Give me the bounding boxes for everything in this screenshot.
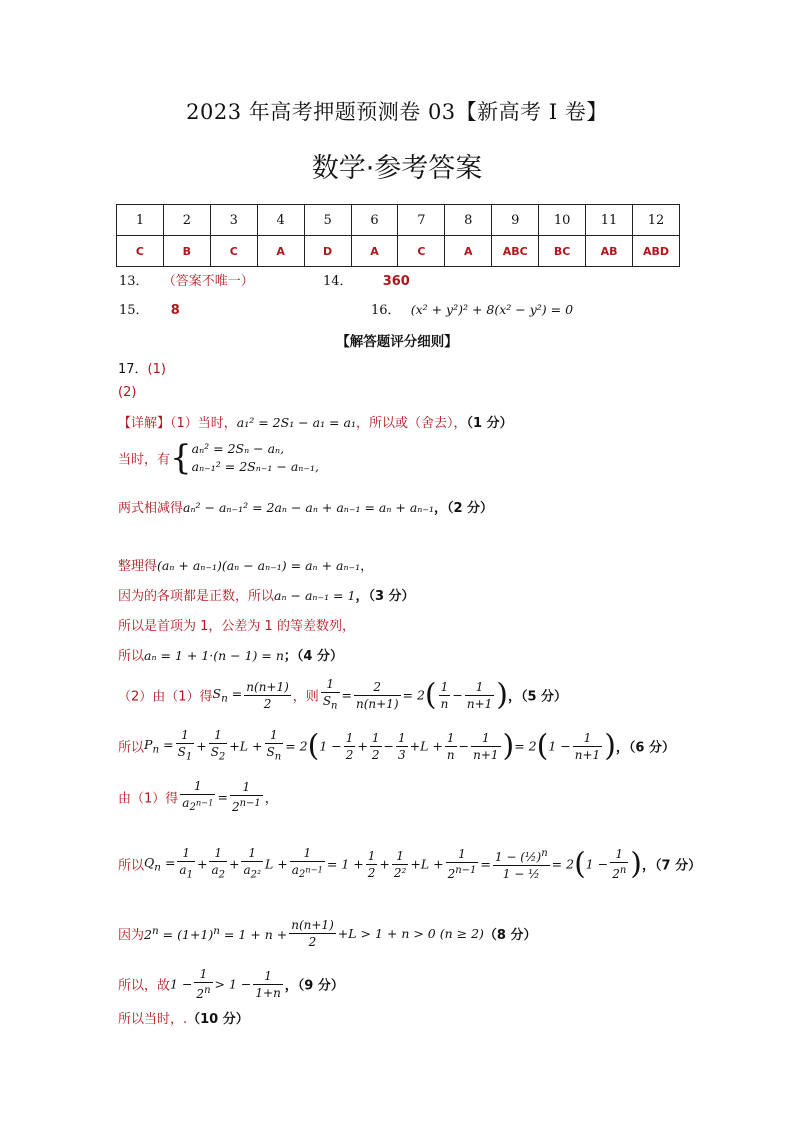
plus-sign: + — [357, 738, 368, 754]
one-minus: 1 − — [319, 738, 342, 754]
plus-sign: + — [379, 856, 390, 872]
sn-symbol: $S_n$ = — [212, 685, 243, 705]
open-paren: ( — [536, 728, 549, 764]
q17-system-eq1: aₙ² = 2Sₙ − aₙ, — [191, 441, 285, 456]
q13-answer: （答案不唯一） — [162, 274, 254, 289]
q13-row — [119, 270, 254, 289]
q17-line7-prefix: 所以 — [118, 649, 145, 664]
binomial-fraction — [289, 917, 336, 950]
fraction-numerator: 1 — [345, 730, 354, 745]
answer-table-key-cell: A — [445, 236, 492, 267]
fraction-denominator: $S_2$ — [210, 745, 226, 763]
minus-sign: − — [458, 738, 470, 754]
one-over-2n-fraction — [610, 846, 628, 882]
geometric-sum-fraction — [493, 846, 550, 882]
close-paren: ) — [630, 846, 642, 882]
fraction-numerator: n(n+1) — [291, 918, 334, 932]
q17-line4-prefix: 整理得 — [118, 559, 158, 574]
equals-two: = 2 — [402, 687, 425, 703]
qn-symbol: $Q_n$ = — [144, 854, 176, 874]
fraction-denominator: $a_1$ — [179, 863, 193, 881]
answer-table-number-cell: 12 — [632, 205, 679, 236]
q17-line14 — [118, 1008, 249, 1027]
one-minus: 1 − — [170, 976, 193, 992]
answer-table-key-cell: C — [117, 236, 164, 267]
fraction-denominator: 1+n — [255, 985, 281, 1000]
q17-line1 — [118, 412, 513, 431]
q15-label: 15． — [119, 303, 149, 318]
binomial-rhs: +L > 1 + n > 0 (n ≥ 2) — [337, 926, 484, 941]
q17-line9-prefix: 所以 — [118, 740, 145, 756]
reciprocal-sn-numerator: 1 — [321, 676, 340, 693]
q17-line3 — [118, 497, 493, 516]
answer-table-number-cell: 6 — [351, 205, 398, 236]
fraction-numerator: 1 — [471, 730, 500, 747]
fraction-denominator: 1 − ½ — [502, 867, 540, 882]
q16-row — [371, 299, 573, 318]
answer-table-key-cell: D — [304, 236, 351, 267]
q17-line8-mid: ，则 — [292, 689, 319, 705]
q17-line12-prefix: 因为 — [118, 928, 145, 943]
q17-line1-prefix: 【详解】（1）当时， — [118, 416, 237, 431]
fraction-numerator: 1 — [445, 730, 457, 747]
plus-ellipsis: +L + — [410, 856, 444, 872]
one-over-1n-fraction — [253, 968, 282, 1001]
answer-table — [116, 204, 680, 267]
one-minus: 1 − — [548, 738, 571, 754]
q17-line4 — [118, 555, 373, 574]
q16-label: 16． — [371, 303, 401, 318]
q17-line9-score: ，（6 分） — [615, 740, 675, 756]
answer-table-key-cell: ABC — [492, 236, 539, 267]
reciprocal-sn-fraction — [321, 676, 340, 714]
one-over-a2n-fraction — [180, 778, 215, 816]
fraction-denominator: $a_{2^{n-1}}$ — [291, 863, 323, 881]
fraction-numerator: 1 − (½)$^n$ — [494, 848, 548, 865]
q17-system-eq2: aₙ₋₁² = 2Sₙ₋₁ − aₙ₋₁, — [191, 459, 319, 474]
one-over-a1-fraction — [177, 845, 195, 883]
one-over-n-fraction — [439, 679, 451, 712]
fraction-numerator: 2 — [354, 679, 401, 696]
q17-line11-score: ，（7 分） — [642, 858, 702, 874]
q14-row — [323, 270, 410, 289]
q17-line7 — [118, 645, 343, 664]
fraction-denominator: 2 — [367, 865, 376, 880]
fraction-numerator: 1 — [265, 727, 284, 744]
q17-line10 — [118, 778, 278, 816]
fraction-numerator: 1 — [439, 679, 451, 696]
q17-line8-score: ，（5 分） — [507, 689, 568, 705]
answer-table-number-cell: 5 — [304, 205, 351, 236]
q15-row — [119, 299, 180, 318]
fraction-numerator: 1 — [180, 778, 215, 795]
q13-label: 13． — [119, 274, 149, 289]
answer-table-number-cell: 11 — [586, 205, 633, 236]
one-minus: 1 − — [585, 856, 609, 872]
open-paren: ( — [307, 728, 320, 764]
q17-line14-text: 所以当时，. — [118, 1012, 188, 1027]
answer-table-key-cell: A — [257, 236, 304, 267]
fraction-denominator: $2^{n-1}$ — [231, 798, 261, 815]
one-over-a2n-fraction — [290, 845, 325, 883]
fraction-denominator: n+1 — [574, 747, 601, 762]
one-over-2sq-fraction — [392, 848, 408, 881]
q17-part1: (1) — [147, 362, 166, 377]
page-title: 2023 年高考押题预测卷 03【新高考 I 卷】 — [186, 100, 608, 124]
answer-table-key-row — [117, 236, 680, 267]
equals-two: = 2 — [285, 738, 308, 754]
answer-table-key-cell: A — [351, 236, 398, 267]
plus-ellipsis: L + — [264, 856, 288, 872]
q17-line5 — [118, 585, 415, 604]
equals-one-plus: = 1 + — [326, 856, 364, 872]
fraction-denominator: $a_{2^2}$ — [243, 863, 261, 881]
q17-line5-math: aₙ − aₙ₋₁ = 1 — [274, 588, 356, 603]
q17-header — [118, 358, 166, 377]
one-over-n1-fraction — [471, 730, 500, 763]
open-paren: ( — [424, 677, 437, 713]
q17-line13-prefix: 所以，故 — [118, 978, 171, 994]
equals-sign: = — [217, 789, 228, 805]
q17-line2 — [118, 440, 319, 476]
greater-one-minus: > 1 − — [214, 976, 252, 992]
fraction-denominator: $a_2$ — [211, 863, 225, 881]
fraction-numerator: 1 — [446, 846, 479, 863]
one-half-fraction — [370, 730, 382, 763]
answer-table-number-cell: 8 — [445, 205, 492, 236]
close-paren: ) — [604, 728, 616, 764]
one-half-fraction — [344, 730, 356, 763]
fraction-numerator: 1 — [253, 968, 282, 985]
one-over-s1-fraction — [176, 727, 195, 765]
answer-table-number-cell: 3 — [210, 205, 257, 236]
sn-fraction-denominator: 2 — [263, 696, 272, 711]
q17-line2-prefix: 当时，有 — [118, 452, 171, 468]
q17-line4-math: (aₙ + aₙ₋₁)(aₙ − aₙ₋₁) = aₙ + aₙ₋₁ — [157, 558, 361, 573]
one-over-2n-fraction — [446, 846, 479, 882]
answer-table-number-cell: 1 — [117, 205, 164, 236]
q17-line1-score: （1 分） — [466, 416, 513, 431]
q17-line13-score: ，（9 分） — [284, 978, 344, 994]
binomial-lhs: $2^n = (1+1)^n = 1 + n$ + — [144, 924, 288, 943]
fraction-denominator: 2² — [393, 865, 407, 880]
one-third-fraction — [396, 730, 408, 763]
fraction-denominator: 3 — [398, 747, 406, 762]
answer-table-number-cell: 4 — [257, 205, 304, 236]
close-paren: ) — [502, 728, 515, 764]
q17-line7-math: aₙ = 1 + 1·(n − 1) = n — [144, 648, 284, 663]
q17-line10-suffix: ， — [264, 791, 278, 807]
plus-sign: + — [228, 856, 240, 872]
fraction-denominator: $S_n$ — [266, 745, 282, 763]
fraction-numerator: 1 — [398, 730, 406, 745]
fraction-numerator: 1 — [194, 966, 212, 983]
fraction-denominator: 2 — [345, 747, 354, 762]
equals-two: = 2 — [514, 738, 537, 754]
fraction-numerator: 1 — [573, 730, 602, 747]
fraction-denominator: n+1 — [466, 696, 493, 711]
q17-line14-score: （10 分） — [187, 1012, 249, 1027]
fraction-numerator: 1 — [177, 845, 195, 862]
one-over-2n-fraction — [194, 966, 212, 1002]
q17-line4-suffix: ， — [360, 559, 374, 574]
one-over-n-fraction — [445, 730, 457, 763]
fraction-numerator: 1 — [371, 730, 380, 745]
q17-line3-math: aₙ² − aₙ₋₁² = 2aₙ − aₙ + aₙ₋₁ = aₙ + aₙ₋₁ — [183, 500, 434, 515]
answer-table-key-cell: BC — [539, 236, 586, 267]
answer-table-number-cell: 2 — [163, 205, 210, 236]
q14-answer: 360 — [382, 274, 410, 289]
fraction-numerator: 1 — [241, 845, 263, 862]
fraction-denominator: n — [440, 696, 449, 711]
q16-answer: (x² + y²)² + 8(x² − y²) = 0 — [410, 302, 574, 317]
two-over-nn1-fraction — [354, 679, 401, 712]
q14-label: 14． — [323, 274, 353, 289]
q17-line8 — [118, 676, 567, 714]
fraction-denominator: $2^{n-1}$ — [447, 865, 477, 882]
equals-sign: = — [480, 856, 491, 872]
q17-line10-prefix: 由（1）得 — [118, 791, 179, 807]
plus-sign: + — [196, 856, 208, 872]
brace-symbol: { — [170, 438, 192, 478]
fraction-numerator: 1 — [209, 845, 227, 862]
answer-table-number-row — [117, 205, 680, 236]
fraction-numerator: 1 — [392, 848, 408, 865]
plus-sign: + — [196, 738, 207, 754]
one-over-a2-fraction — [209, 845, 227, 883]
page-subtitle: 数学·参考答案 — [311, 153, 483, 184]
q17-line3-prefix: 两式相减得 — [118, 501, 184, 516]
fraction-numerator: 1 — [465, 679, 494, 696]
fraction-numerator: 1 — [367, 848, 376, 863]
fraction-denominator: 2 — [308, 935, 317, 949]
plus-ellipsis: +L + — [409, 738, 443, 754]
minus-sign: − — [452, 687, 463, 703]
one-over-n1-fraction — [465, 679, 494, 712]
q17-line12 — [118, 917, 536, 950]
pn-symbol: $P_n$ = — [144, 736, 174, 756]
q17-line5-score: ，（3 分） — [355, 589, 415, 604]
answer-table-key-cell: B — [163, 236, 210, 267]
answer-table-number-cell: 9 — [492, 205, 539, 236]
fraction-denominator: n — [446, 747, 455, 762]
q17-line7-score: ；（4 分） — [283, 649, 343, 664]
q17-line8-prefix: （2）由（1）得 — [118, 689, 213, 705]
fraction-denominator: $S_1$ — [177, 745, 193, 763]
q17-line1-math: a₁² = 2S₁ − a₁ = a₁ — [236, 415, 356, 430]
q17-line5-prefix: 因为的各项都是正数，所以 — [118, 589, 275, 604]
plus-ellipsis: +L + — [229, 738, 263, 754]
q17-line13 — [118, 966, 344, 1002]
q17-line1-suffix: ，所以或（舍去）， — [355, 416, 467, 431]
fraction-numerator: 1 — [610, 846, 628, 863]
q17-line11 — [118, 845, 701, 883]
fraction-numerator: 1 — [176, 727, 195, 744]
answer-table-number-cell: 7 — [398, 205, 445, 236]
fraction-denominator: 2 — [371, 747, 380, 762]
fraction-denominator: n+1 — [473, 747, 499, 762]
q17-system — [192, 440, 319, 476]
answer-table-key-cell: ABD — [632, 236, 679, 267]
answer-table-key-cell: AB — [586, 236, 633, 267]
q17-line6: 所以是首项为 1，公差为 1 的等差数列， — [118, 619, 355, 634]
reciprocal-sn-denominator: $S_n$ — [322, 694, 338, 712]
one-over-n1-fraction — [573, 730, 602, 763]
one-over-2n-fraction — [230, 779, 263, 815]
sn-fraction — [244, 679, 291, 712]
fraction-denominator: 2$^n$ — [612, 865, 627, 882]
sn-fraction-numerator: n(n+1) — [246, 679, 289, 694]
fraction-numerator: 1 — [209, 727, 228, 744]
fraction-denominator: n(n+1) — [355, 696, 399, 711]
one-over-sn-fraction — [265, 727, 284, 765]
open-paren: ( — [574, 846, 586, 882]
q17-line9 — [118, 727, 675, 765]
answer-table-key-cell: C — [398, 236, 445, 267]
one-half-fraction — [366, 848, 378, 881]
close-paren: ) — [496, 677, 508, 713]
q17-line3-score: ，（2 分） — [433, 501, 494, 516]
answer-table-number-cell: 10 — [539, 205, 586, 236]
minus-sign: − — [383, 738, 394, 754]
fraction-numerator: 1 — [230, 779, 263, 796]
q17-line12-score: （8 分） — [483, 928, 537, 943]
equals-two: = 2 — [551, 856, 575, 872]
q15-answer: 8 — [170, 303, 180, 318]
q17-line11-prefix: 所以 — [118, 858, 145, 874]
fraction-denominator: $a_{2^{n-1}}$ — [182, 796, 214, 814]
equals-sign: = — [341, 687, 352, 703]
one-over-a22-fraction — [241, 845, 263, 883]
q17-part2: (2) — [118, 385, 137, 400]
q17-label: 17． — [118, 362, 148, 377]
fraction-numerator: 1 — [290, 845, 325, 862]
one-over-s2-fraction — [209, 727, 228, 765]
section-title: 【解答题评分细则】 — [336, 334, 458, 350]
answer-table-key-cell: C — [210, 236, 257, 267]
fraction-denominator: 2$^n$ — [196, 985, 211, 1001]
